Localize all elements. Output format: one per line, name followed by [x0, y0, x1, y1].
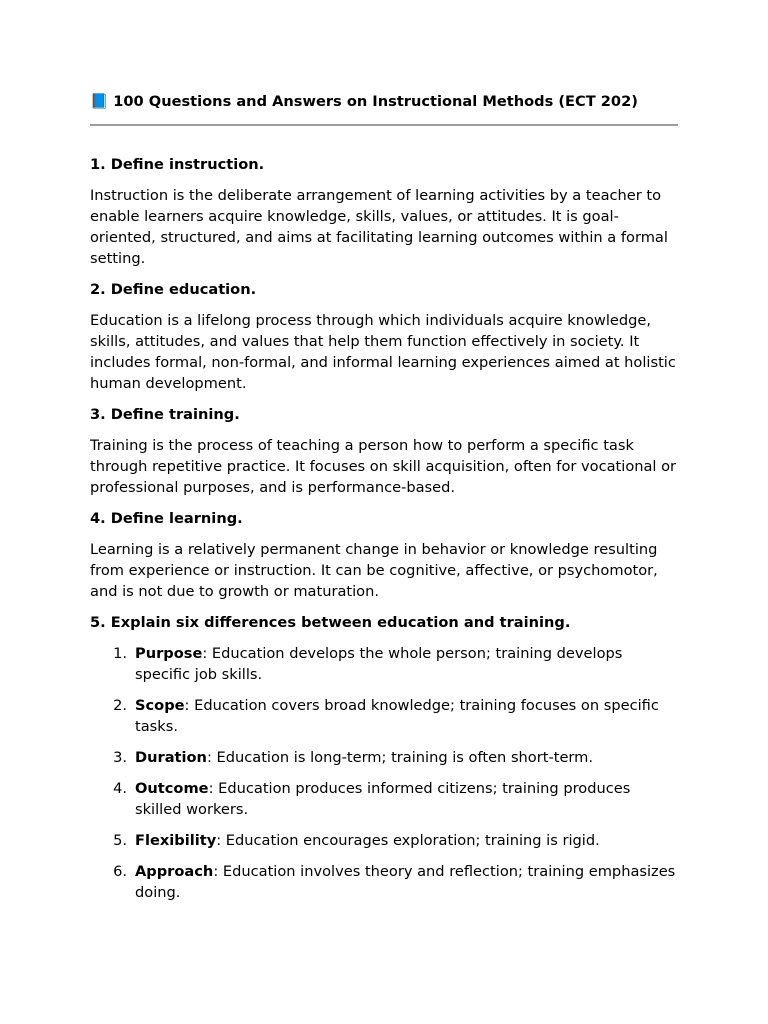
- qa-item: [90, 404, 678, 498]
- difference-text: : Education covers broad knowledge; training focuses on specific tasks.: [135, 697, 659, 735]
- question-heading: 2. Define education.: [90, 281, 257, 298]
- difference-term: Scope: [135, 697, 185, 714]
- difference-term: Purpose: [135, 645, 203, 662]
- list-item: [90, 778, 678, 820]
- qa-item: [90, 612, 678, 903]
- list-item: [90, 861, 678, 903]
- qa-item: [90, 154, 678, 269]
- document-title: 📘 100 Questions and Answers on Instructional Methods (ECT 202): [90, 93, 638, 110]
- list-number: 6.: [113, 863, 127, 880]
- difference-term: Approach: [135, 863, 214, 880]
- list-item: [90, 830, 678, 851]
- list-number: 4.: [113, 780, 127, 797]
- document-body: [90, 154, 678, 913]
- difference-text: : Education develops the whole person; training develops specific job skills.: [135, 645, 623, 683]
- difference-text: : Education encourages exploration; training is rigid.: [216, 832, 600, 849]
- answer-paragraph: Education is a lifelong process through which individuals acquire knowledge, skills, attitudes, and values that help them function effectively in society. It includes formal, non-formal, and informal learning experiences aimed at holistic human development.: [90, 312, 676, 392]
- title-divider: [90, 124, 678, 126]
- list-number: 3.: [113, 749, 127, 766]
- list-item: [90, 747, 678, 768]
- differences-list: [90, 643, 678, 903]
- answer-paragraph: Learning is a relatively permanent change in behavior or knowledge resulting from experience or instruction. It can be cognitive, affective, or psychomotor, and is not due to growth or maturation.: [90, 541, 658, 600]
- answer-paragraph: Training is the process of teaching a person how to perform a specific task through repetitive practice. It focuses on skill acquisition, often for vocational or professional purposes, and is performance-based.: [90, 437, 677, 496]
- question-heading: 4. Define learning.: [90, 510, 243, 527]
- question-heading: 1. Define instruction.: [90, 156, 265, 173]
- difference-term: Duration: [135, 749, 207, 766]
- difference-text: : Education is long-term; training is often short-term.: [206, 749, 594, 766]
- list-item: [90, 643, 678, 685]
- qa-item: [90, 508, 678, 602]
- question-heading: 5. Explain six differences between education and training.: [90, 614, 571, 631]
- difference-text: : Education involves theory and reflection; training emphasizes doing.: [135, 863, 676, 901]
- question-heading: 3. Define training.: [90, 406, 240, 423]
- list-number: 2.: [113, 697, 127, 714]
- list-number: 5.: [113, 832, 127, 849]
- difference-term: Flexibility: [135, 832, 217, 849]
- answer-paragraph: Instruction is the deliberate arrangement of learning activities by a teacher to enable learners acquire knowledge, skills, values, or attitudes. It is goal-oriented, structured, and aims at facilitating learning outcomes within a formal setting.: [90, 187, 668, 267]
- qa-item: [90, 279, 678, 394]
- list-item: [90, 695, 678, 737]
- difference-term: Outcome: [135, 780, 209, 797]
- difference-text: : Education produces informed citizens; training produces skilled workers.: [135, 780, 631, 818]
- list-number: 1.: [113, 645, 127, 662]
